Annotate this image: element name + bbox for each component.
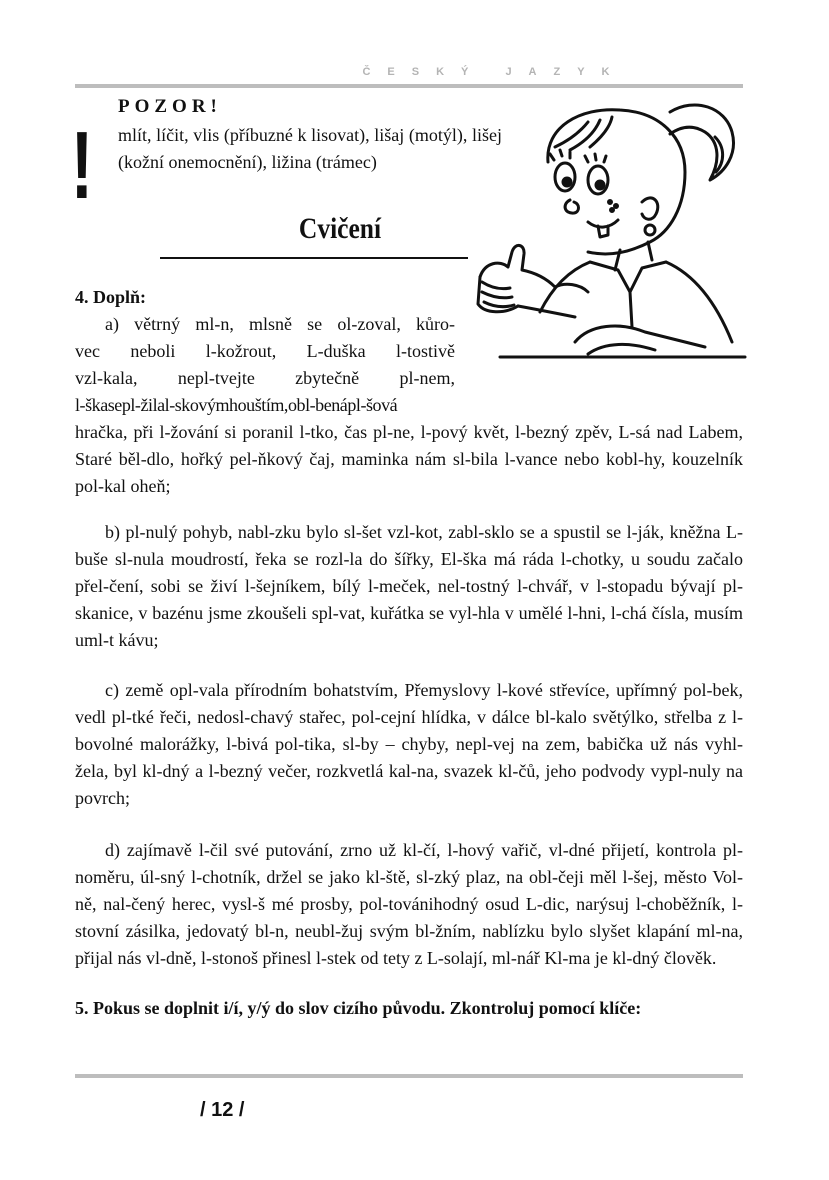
section-title-underline (160, 257, 468, 259)
exercise-4a-line: vec neboli l-kožrout, L-duška l-tostivě (75, 341, 455, 361)
footer-rule (75, 1074, 743, 1078)
warning-mark: ! (70, 112, 94, 219)
section-title: Cvičení (298, 212, 382, 245)
exercise-4a-line: vzl-kala, nepl-tvejte zbytečně pl-nem, (75, 368, 455, 388)
exercise-4d: d) zajímavě l-čil své putování, zrno už kl-čí, l-hový vařič, vl-dné přijetí, kontrola pl-noměru, úl-sný l-chotník, držel se jako kl-ště, sl-zký plaz, na obl-čeji měl l-šej, město Vol-ně, nal-čený herec, vysl-š mé prosby, pol-továnihodný osud L-dic, narýsuj l-choběžník, l-stovní zásilka, jedovatý bl-n, neubl-žuj svým bl-žním, nablízku bylo slyšet klapání ml-na, přijal nás vl-dně, l-stonoš přinesl l-stek od tety z L-solají, ml-nář Kl-ma je kl-dný člověk. (75, 840, 743, 968)
exercise-5-heading: 5. Pokus se doplnit i/í, y/ý do slov cizího původu. Zkontroluj pomocí klíče: (75, 998, 642, 1018)
pozor-text: mlít, líčit, vlis (příbuzné k lisovat), lišaj (motýl), lišej (kožní onemocnění), ližina (trámec) (118, 125, 502, 172)
exercise-4a-rest: hračka, při l-žování si poranil l-tko, čas pl-ne, l-pový květ, l-bezný zpěv, L-sá nad Labem, Staré běl-dlo, hořký pel-ňkový čaj, maminka nám sl-bila l-vance nebo kobl-hy, kouzelník pol-kal oheň; (75, 422, 743, 496)
exercise-4b: b) pl-nulý pohyb, nabl-zku bylo sl-šet vzl-kot, zabl-sklo se a spustil se l-ják, kněžna L-buše sl-nula moudrostí, řeka se rozl-la do šířky, El-ška má ráda l-chotky, u soudu začalo přel-čení, sobi se živí l-šejníkem, bílý l-meček, nel-tostný l-chvář, v l-stopadu bývají pl-skanice, v bazénu jsme zkoušeli spl-vat, kuřátka se vyl-hla v umělé l-hni, l-chá čísla, musím uml-t kávu; (75, 522, 743, 650)
running-header: ČESKÝ JAZYK (362, 66, 627, 78)
header-rule (75, 84, 743, 88)
exercise-4c: c) země opl-vala přírodním bohatstvím, Přemyslovy l-kové střevíce, upřímný pol-bek, vedl pl-tké řeči, nedosl-chavý stařec, pol-cejní hlídka, v dálce bl-kalo světýlko, střelba z l-bovolné malorážky, l-bivá pol-tika, sl-by – chyby, nepl-vej na zem, babička už nás vyhl-žela, byl kl-dný a l-bezný večer, rozkvetlá kal-na, svazek kl-čů, jeho podvody vypl-nuly na povrch; (75, 680, 743, 808)
exercise-4a-line: l-škasepl-žilal-skovýmhouštím,obl-benápl-šová (75, 395, 398, 415)
girl-illustration (470, 92, 755, 367)
pozor-title: POZOR! (118, 96, 222, 117)
exercise-4a-line: a) větrný ml-n, mlsně se ol-zoval, kůro- (105, 314, 455, 334)
exercise-4-heading: 4. Doplň: (75, 287, 147, 307)
page-number: / 12 / (200, 1099, 245, 1121)
